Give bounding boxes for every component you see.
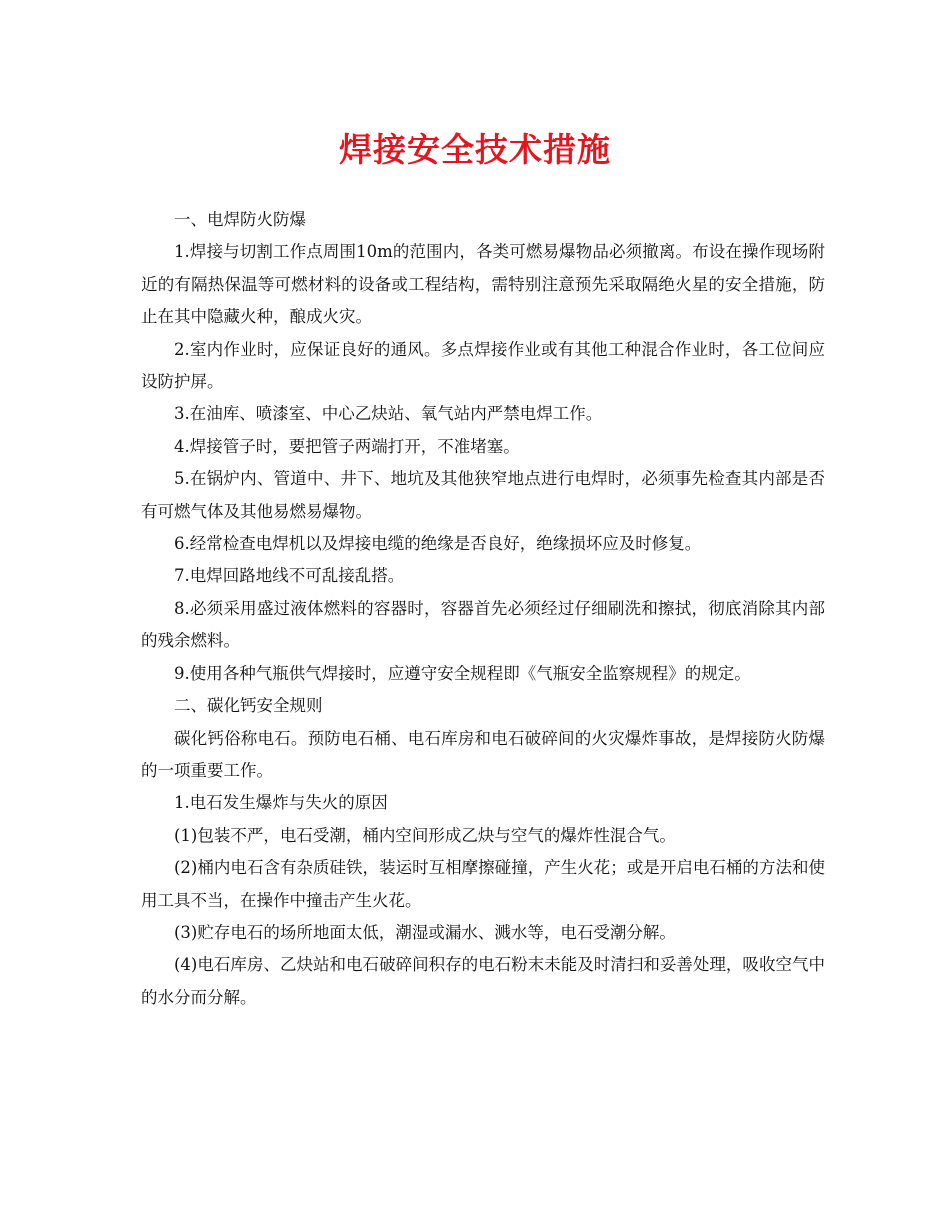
- paragraph-6: 6.经常检查电焊机以及焊接电缆的绝缘是否良好，绝缘损坏应及时修复。: [174, 534, 702, 554]
- paragraph-intro: 碳化钙俗称电石。预防电石桶、电石库房和电石破碎间的火灾爆炸事故，是焊接防火防爆的一项重要工作。: [141, 728, 825, 780]
- section-heading-2: 二、碳化钙安全规则: [174, 696, 323, 716]
- paragraph-5: 5.在锅炉内、管道中、井下、地坑及其他狭窄地点进行电焊时，必须事先检查其内部是否有可燃气体及其他易燃易爆物。: [141, 469, 825, 521]
- paragraph-3: 3.在油库、喷漆室、中心乙炔站、氧气站内严禁电焊工作。: [174, 404, 603, 424]
- cause-item-2: (2)桶内电石含有杂质硅铁，装运时互相摩擦碰撞，产生火花；或是开启电石桶的方法和使用工具不当，在操作中撞击产生火花。: [141, 858, 825, 910]
- paragraph-7: 7.电焊回路地线不可乱接乱搭。: [174, 566, 405, 586]
- cause-item-4: (4)电石库房、乙炔站和电石破碎间积存的电石粉末未能及时清扫和妥善处理，吸收空气中的水分而分解。: [141, 955, 825, 1007]
- document-body: [141, 204, 825, 1014]
- paragraph-8: 8.必须采用盛过液体燃料的容器时，容器首先必须经过仔细刷洗和擦拭，彻底消除其内部的残余燃料。: [141, 598, 825, 651]
- subheading-causes: 1.电石发生爆炸与失火的原因: [174, 793, 388, 813]
- cause-item-1: (1)包装不严，电石受潮，桶内空间形成乙炔与空气的爆炸性混合气。: [174, 825, 676, 845]
- paragraph-4: 4.焊接管子时，要把管子两端打开，不准堵塞。: [174, 436, 520, 456]
- section-heading-1: 一、电焊防火防爆: [174, 210, 306, 229]
- paragraph-2: 2.室内作业时，应保证良好的通风。多点焊接作业或有其他工种混合作业时，各工位间应设防护屏。: [141, 339, 825, 392]
- cause-item-3: (3)贮存电石的场所地面太低，潮湿或漏水、溅水等，电石受潮分解。: [174, 922, 676, 942]
- paragraph-9: 9.使用各种气瓶供气焊接时，应遵守安全规程即《气瓶安全监察规程》的规定。: [174, 663, 751, 683]
- document-title: 焊接安全技术措施: [339, 130, 611, 169]
- paragraph-1: 1.焊接与切割工作点周围10m的范围内，各类可燃易爆物品必须撤离。布设在操作现场附近的有隔热保温等可燃材料的设备或工程结构，需特别注意预先采取隔绝火星的安全措施，防止在其中隐藏火种，酿成火灾。: [141, 242, 825, 327]
